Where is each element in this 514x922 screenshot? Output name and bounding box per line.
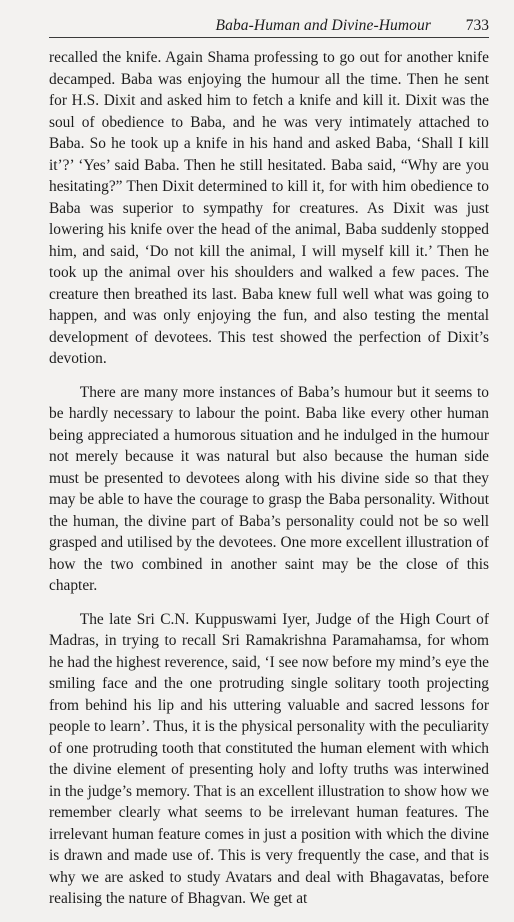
running-header: [49, 17, 489, 38]
paragraph-kuppuswami: The late Sri C.N. Kuppuswami Iyer, Judge of the High Court of Madras, in trying to recall Sri Ramakrishna Paramahamsa, for whom he had the highest reverence, said, ‘I see now before my mind’s eye the smiling face and the one protruding single solitary tooth projecting from behind his lip and his uttering valuable and sacred lessons for people to learn’. Thus, it is the physical personality with the peculiarity of one protruding tooth that constituted the human element with which the divine element of presenting holy and lofty truths was interwined in the judge’s memory. That is an excellent illustration to show how we remember clearly what seems to be irrelevant human features. The irrelevant human feature comes in just a position with which the divine is drawn and made use of. This is very frequently the case, and that is why we are asked to study Avatars and deal with Bhagavatas, before realising the nature of Bhagvan. We get at: [49, 610, 489, 907]
paragraph-humour: There are many more instances of Baba’s humour but it seems to be hardly necessary to labour the point. Baba like every other human being appreciated a humorous situation and he indulged in the humour not merely because it was natural but also because the human side must be presented to devotees along with his divine side so that they may be able to have the courage to grasp the Baba personality. Without the human, the divine part of Baba’s personality could not be so well grasped and utilised by the devotees. One more excellent illustration of how the two combined in another saint may be the close of this chapter.: [49, 383, 489, 594]
paragraph-continued: recalled the knife. Again Shama professing to go out for another knife decamped. Baba was enjoying the humour all the time. Then he sent for H.S. Dixit and asked him to fetch a knife and kill it. Dixit was the soul of obedience to Baba, and he was very intimately attached to Baba. So he took up a knife in his hand and asked Baba, ‘Shall I kill it’?’ ‘Yes’ said Baba. Then he still hesitated. Baba said, “Why are you hesitating?” Then Dixit determined to kill it, for with him obedience to Baba was superior to sympathy for creatures. As Dixit was just lowering his knife over the head of the animal, Baba suddenly stopped him, and said, ‘Do not kill the animal, I will myself kill it.’ Then he took up the animal over his shoulders and walked a few paces. The creature then breathed its last. Baba knew full well what was going to happen, and was only enjoying the fun, and also testing the mental development of devotees. This test showed the perfection of Dixit’s devotion.: [49, 49, 489, 367]
running-title: Baba-Human and Divine-Humour: [215, 17, 431, 34]
body-text: [49, 47, 489, 922]
page-number: 733: [465, 17, 489, 34]
